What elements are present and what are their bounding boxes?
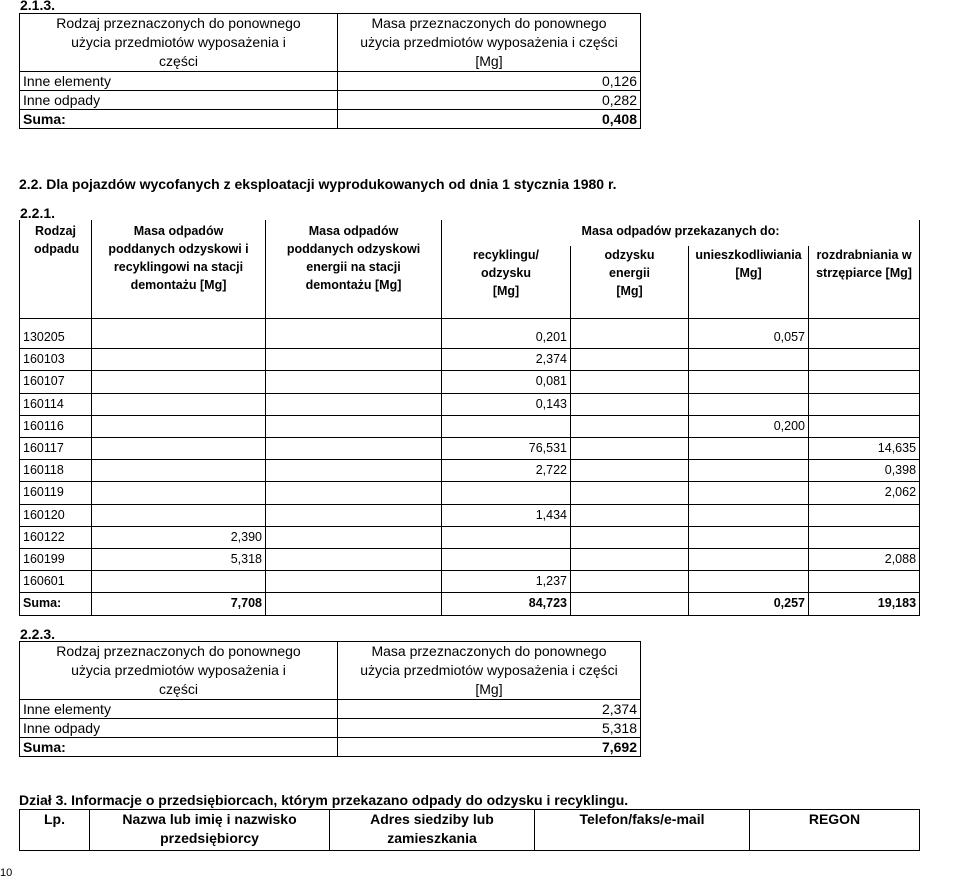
table-row xyxy=(20,526,920,548)
cell-code: 160114 xyxy=(20,393,92,415)
cell-unsz xyxy=(689,393,809,415)
cell-m2 xyxy=(266,393,442,415)
cell-rec xyxy=(442,482,571,504)
section-223-col2-header xyxy=(338,642,641,700)
header-recyklingu: recyklingu/ odzysku [Mg] xyxy=(442,246,571,318)
section-223-total-label: Suma: xyxy=(20,738,338,757)
header-rodzaj-odpadu: Rodzaj odpadu xyxy=(20,220,92,319)
section-213-col1-header: Rodzaj przeznaczonych do ponownego użycia przedmiotów wyposażenia i części xyxy=(20,14,338,72)
header-rozdrabniania: rozdrabniania w strzępiarce [Mg] xyxy=(809,246,920,318)
cell-m2 xyxy=(266,415,442,437)
section-221-table xyxy=(19,220,920,616)
section-223-total-row xyxy=(20,738,641,757)
cell-rozd xyxy=(809,371,920,393)
table-row xyxy=(20,482,920,504)
section-223-total-value: 7,692 xyxy=(338,738,641,757)
table-row xyxy=(20,460,920,482)
table-row xyxy=(20,319,920,349)
cell-m1: 2,390 xyxy=(92,526,266,548)
cell-m1 xyxy=(92,319,266,349)
cell-m2 xyxy=(266,549,442,571)
cell-m1 xyxy=(92,371,266,393)
cell-odz xyxy=(571,393,689,415)
dzial3-header-adres: Adres siedziby lub zamieszkania xyxy=(330,810,535,851)
section-213-total-label: Suma: xyxy=(20,110,338,129)
cell-rozd xyxy=(809,349,920,371)
section-223-row-name: Inne odpady xyxy=(20,719,338,738)
cell-m2 xyxy=(266,438,442,460)
cell-rozd xyxy=(809,571,920,593)
table-row xyxy=(20,91,641,110)
cell-unsz xyxy=(689,438,809,460)
cell-code: 160120 xyxy=(20,504,92,526)
section-213-table xyxy=(19,13,641,129)
cell-m1: 5,318 xyxy=(92,549,266,571)
cell-code: 160118 xyxy=(20,460,92,482)
cell-rec: 2,722 xyxy=(442,460,571,482)
cell-m2 xyxy=(266,571,442,593)
dzial3-header-telefon: Telefon/faks/e-mail xyxy=(535,810,750,851)
cell-rozd xyxy=(809,393,920,415)
cell-m2 xyxy=(266,526,442,548)
cell-unsz xyxy=(689,571,809,593)
cell-unsz xyxy=(689,504,809,526)
cell-rec xyxy=(442,526,571,548)
section-221-total-label: Suma: xyxy=(20,593,92,615)
table-row xyxy=(20,504,920,526)
cell-m2 xyxy=(266,460,442,482)
cell-code: 160117 xyxy=(20,438,92,460)
cell-code: 160119 xyxy=(20,482,92,504)
section-213-total-row xyxy=(20,110,641,129)
section-221-total-unsz: 0,257 xyxy=(689,593,809,615)
section-221-number: 2.2.1. xyxy=(20,205,56,221)
cell-rec: 2,374 xyxy=(442,349,571,371)
section-221-total-m2 xyxy=(266,593,442,615)
cell-odz xyxy=(571,504,689,526)
cell-odz xyxy=(571,415,689,437)
cell-unsz xyxy=(689,482,809,504)
cell-rec xyxy=(442,549,571,571)
cell-code: 160116 xyxy=(20,415,92,437)
section-221-total-rozd: 19,183 xyxy=(809,593,920,615)
header-masa-energia: Masa odpadów poddanych odzyskowi energii na stacji demontażu [Mg] xyxy=(266,220,442,319)
cell-rec: 76,531 xyxy=(442,438,571,460)
cell-rozd xyxy=(809,504,920,526)
table-row xyxy=(20,371,920,393)
cell-code: 130205 xyxy=(20,319,92,349)
cell-unsz xyxy=(689,460,809,482)
header-przekazanych: Masa odpadów przekazanych do: xyxy=(442,220,920,246)
dzial3-header-regon: REGON xyxy=(750,810,920,851)
cell-odz xyxy=(571,571,689,593)
cell-odz xyxy=(571,460,689,482)
section-213-row-value: 0,126 xyxy=(338,72,641,91)
section-213-col2-header xyxy=(338,14,641,72)
section-213-number: 2.1.3. xyxy=(20,0,56,13)
section-221-header-row xyxy=(20,220,920,246)
cell-m2 xyxy=(266,319,442,349)
section-221-total-row xyxy=(20,593,920,615)
cell-rozd: 0,398 xyxy=(809,460,920,482)
table-row xyxy=(20,393,920,415)
section-213-total-value: 0,408 xyxy=(338,110,641,129)
cell-rec xyxy=(442,415,571,437)
cell-rec: 0,081 xyxy=(442,371,571,393)
section-213-col2-header-text: Masa przeznaczonych do ponownego użycia przedmiotów wyposażenia i części xyxy=(360,15,618,50)
dzial3-table xyxy=(19,809,920,851)
section-223-row-name: Inne elementy xyxy=(20,700,338,719)
dzial3-heading: Dział 3. Informacje o przedsiębiorcach, którym przekazano odpady do odzysku i recyklingu. xyxy=(19,792,629,808)
cell-odz xyxy=(571,371,689,393)
section-223-row-value: 5,318 xyxy=(338,719,641,738)
cell-m1 xyxy=(92,482,266,504)
cell-m1 xyxy=(92,460,266,482)
cell-odz xyxy=(571,482,689,504)
cell-unsz xyxy=(689,526,809,548)
cell-rozd xyxy=(809,415,920,437)
section-221-total-m1: 7,708 xyxy=(92,593,266,615)
cell-m2 xyxy=(266,482,442,504)
header-unieszkodliwiania: unieszkodliwiania [Mg] xyxy=(689,246,809,318)
table-row xyxy=(20,719,641,738)
cell-odz xyxy=(571,319,689,349)
table-row xyxy=(20,438,920,460)
table-row xyxy=(20,571,920,593)
dzial3-header-row xyxy=(20,810,920,851)
section-223-col1-header: Rodzaj przeznaczonych do ponownego użycia przedmiotów wyposażenia i części xyxy=(20,642,338,700)
cell-m1 xyxy=(92,349,266,371)
dzial3-header-lp: Lp. xyxy=(20,810,90,851)
table-row xyxy=(20,549,920,571)
cell-m2 xyxy=(266,371,442,393)
cell-code: 160122 xyxy=(20,526,92,548)
section-221-total-rec: 84,723 xyxy=(442,593,571,615)
cell-unsz: 0,200 xyxy=(689,415,809,437)
cell-unsz xyxy=(689,549,809,571)
cell-odz xyxy=(571,349,689,371)
cell-m1 xyxy=(92,438,266,460)
section-223-table xyxy=(19,641,641,757)
section-213-row-name: Inne elementy xyxy=(20,72,338,91)
cell-m2 xyxy=(266,349,442,371)
dzial3-header-nazwa: Nazwa lub imię i nazwisko przedsiębiorcy xyxy=(90,810,330,851)
cell-odz xyxy=(571,526,689,548)
cell-rozd xyxy=(809,526,920,548)
section-213-row-value: 0,282 xyxy=(338,91,641,110)
cell-unsz xyxy=(689,371,809,393)
cell-rec: 0,201 xyxy=(442,319,571,349)
cell-rec: 0,143 xyxy=(442,393,571,415)
cell-rozd: 14,635 xyxy=(809,438,920,460)
cell-odz xyxy=(571,438,689,460)
section-213-col2-unit: [Mg] xyxy=(475,53,503,69)
cell-m1 xyxy=(92,571,266,593)
cell-m1 xyxy=(92,393,266,415)
table-row xyxy=(20,700,641,719)
cell-rec: 1,434 xyxy=(442,504,571,526)
cell-m1 xyxy=(92,415,266,437)
section-223-col2-header-text: Masa przeznaczonych do ponownego użycia przedmiotów wyposażenia i części xyxy=(360,643,618,678)
header-masa-recykling: Masa odpadów poddanych odzyskowi i recyklingowi na stacji demontażu [Mg] xyxy=(92,220,266,319)
cell-rec: 1,237 xyxy=(442,571,571,593)
cell-code: 160107 xyxy=(20,371,92,393)
table-row xyxy=(20,72,641,91)
cell-code: 160103 xyxy=(20,349,92,371)
cell-unsz: 0,057 xyxy=(689,319,809,349)
section-22-heading: 2.2. Dla pojazdów wycofanych z eksploatacji wyprodukowanych od dnia 1 stycznia 1980 r. xyxy=(19,176,617,192)
section-221-body xyxy=(20,319,920,593)
section-221-total-odz xyxy=(571,593,689,615)
section-213-row-name: Inne odpady xyxy=(20,91,338,110)
cell-rozd xyxy=(809,319,920,349)
section-223-number: 2.2.3. xyxy=(20,626,56,642)
cell-code: 160601 xyxy=(20,571,92,593)
cell-unsz xyxy=(689,349,809,371)
section-223-row-value: 2,374 xyxy=(338,700,641,719)
header-odzysku-energii: odzysku energii [Mg] xyxy=(571,246,689,318)
section-213-header-row xyxy=(20,14,641,72)
cell-odz xyxy=(571,549,689,571)
cell-m1 xyxy=(92,504,266,526)
cell-code: 160199 xyxy=(20,549,92,571)
cell-rozd: 2,088 xyxy=(809,549,920,571)
table-row xyxy=(20,349,920,371)
table-row xyxy=(20,415,920,437)
section-223-col2-unit: [Mg] xyxy=(475,681,503,697)
section-223-header-row xyxy=(20,642,641,700)
page-number: 10 xyxy=(0,867,13,879)
cell-m2 xyxy=(266,504,442,526)
cell-rozd: 2,062 xyxy=(809,482,920,504)
